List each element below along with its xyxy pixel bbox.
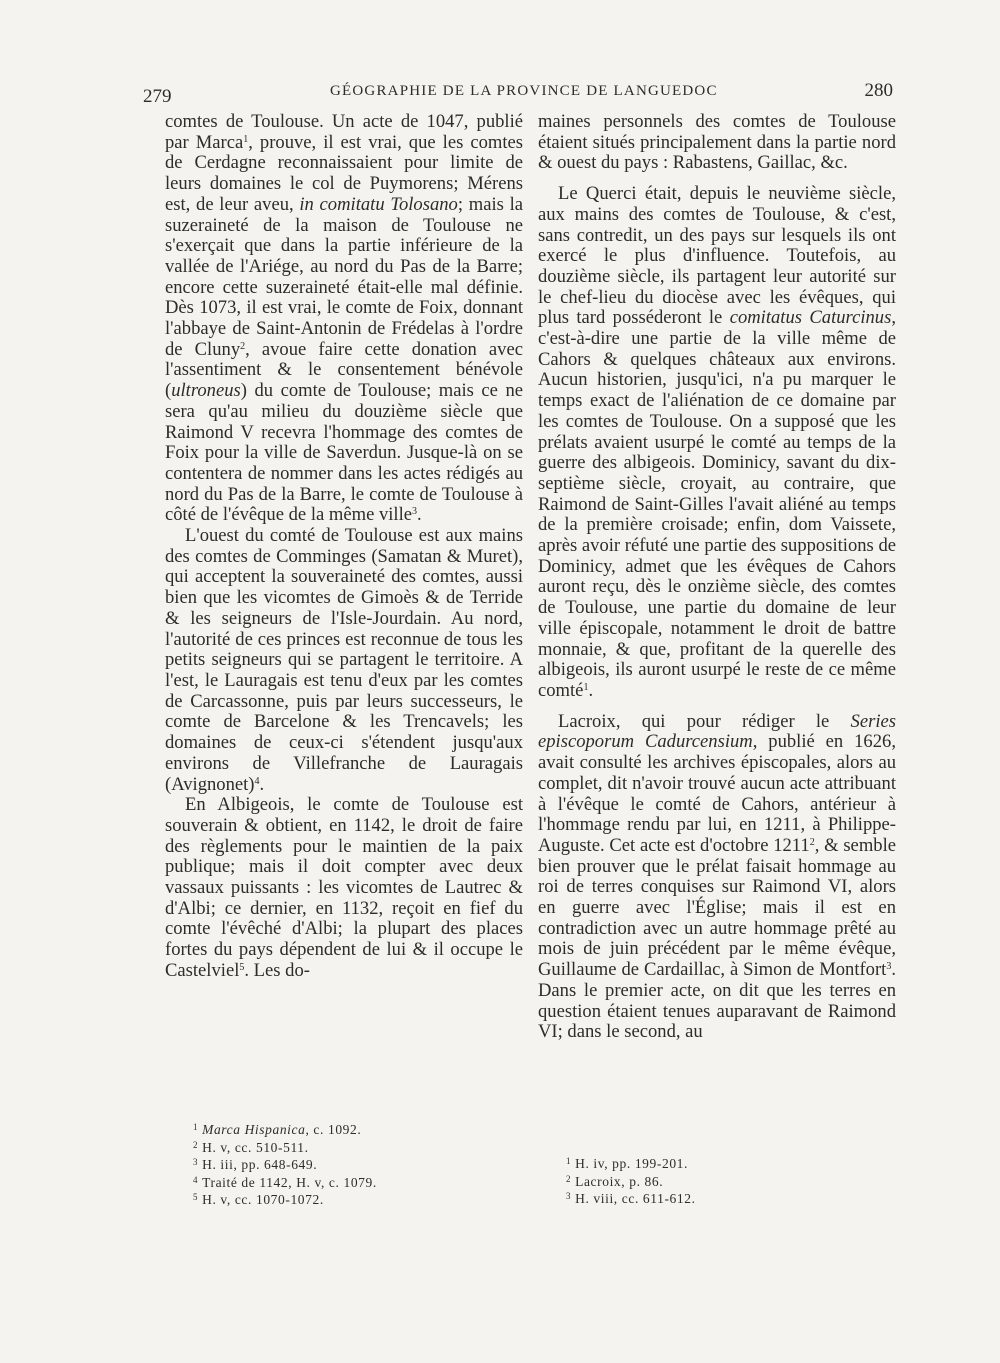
footnote-number: 3 — [566, 1191, 572, 1201]
footnote — [566, 1189, 866, 1207]
footnote-number: 3 — [193, 1157, 199, 1167]
footnote — [193, 1190, 493, 1208]
footnotes-left — [193, 1120, 493, 1208]
running-title: GÉOGRAPHIE DE LA PROVINCE DE LANGUEDOC — [330, 83, 718, 99]
footnote-text: H. v, cc. 510-511. — [202, 1139, 309, 1155]
footnote-number: 2 — [193, 1139, 199, 1150]
footnote — [193, 1173, 493, 1191]
footnote-number: 4 — [193, 1174, 199, 1185]
footnote — [566, 1172, 866, 1190]
footnote-text: Traité de 1142, H. v, c. 1079. — [202, 1174, 377, 1190]
paragraph: comtes de Toulouse. Un acte de 1047, publié par Marca$^1$, prouve, il est vrai, que les comtes de Cerdagne reconnaissaient pour limite de leurs domaines le col de Puymorens; Mérens est, de leur aveu, in comitatu Tolosano; mais la suzeraineté de la maison de Toulouse ne s'exerçait que dans la partie inférieure de la vallée de l'Ariége, au nord du Pas de la Barre; encore cette suzeraineté était-elle mal définie. Dès 1073, il est vrai, le comte de Foix, donnant l'abbaye de Saint-Antonin de Frédelas à l'ordre de Cluny$^2$, avoue faire cette donation avec l'assentiment & le consentement bénévole (ultroneus) du comte de Toulouse; mais ce ne sera qu'au milieu du douzième siècle que Raimond V recevra l'hommage des comtes de Foix pour la ville de Saverdun. Jusque-là on se contentera de nommer dans les actes rédigés au nord du Pas de la Barre, le comte de Toulouse à côté de l'évêque de la même ville$^3$. — [165, 111, 523, 526]
footnote-number: 1 — [566, 1156, 572, 1166]
paragraph: En Albigeois, le comte de Toulouse est souverain & obtient, en 1142, le droit de faire des règlements pour le maintien de la paix publique; mais il doit compter avec deux vassaux puissants : les vicomtes de Lautrec & d'Albi; ce dernier, en 1132, reçoit en fief du comte l'évêché d'Albi; la plupart des places fortes du pays dépendent de lui & il occupe le Castelviel$^5$. Les do- — [165, 794, 523, 981]
footnote-number: 1 — [193, 1122, 199, 1132]
footnote-number: 5 — [193, 1192, 199, 1202]
footnote-number: 2 — [566, 1173, 572, 1184]
footnote-text: Marca Hispanica, c. 1092. — [202, 1122, 362, 1137]
footnote — [193, 1138, 493, 1156]
page-number-left: 279 — [143, 86, 172, 107]
page-number-right: 280 — [864, 80, 893, 101]
paragraph: L'ouest du comté de Toulouse est aux mains des comtes de Comminges (Samatan & Muret), qui acceptent la souveraineté des comtes, aussi bien que les vicomtes de Gimoès & de Terride & les seigneurs de l'Isle-Jourdain. Au nord, l'autorité de ces princes est reconnue de tous les petits seigneurs qui se partagent le territoire. A l'est, le Lauragais est tenu d'eux par les comtes de Carcassonne, puis par leurs successeurs, le comte de Barcelone & les Trencavels; les domaines de ceux-ci s'étendent jusqu'aux environs de Villefranche de Lauragais (Avignonet)$^4$. — [165, 525, 523, 795]
footnote-text: Lacroix, p. 86. — [575, 1173, 664, 1189]
paragraph: Le Querci était, depuis le neuvième siècle, aux mains des comtes de Toulouse, & c'est, sans contredit, un des pays sur lesquels ils ont exercé le plus d'influence. Toutefois, au douzième siècle, ils partagent leur autorité sur le chef-lieu du diocèse avec les évêques, qui plus tard posséderont le comitatus Caturcinus, c'est-à-dire une partie de la ville même de Cahors & quelques châteaux aux environs. Aucun historien, jusqu'ici, n'a pu marquer le temps exact de l'aliénation de ce domaine par les comtes de Toulouse. On a supposé que les prélats avaient usurpé le comté au temps de la guerre des albigeois. Dominicy, savant du dix-septième siècle, croyait, au contraire, que Raimond de Saint-Gilles l'avait aliéné au temps de la première croisade; enfin, dom Vaissete, après avoir réfuté une partie des suppositions de Dominicy, admet que les évêques de Cahors auront reçu, dès le onzième siècle, des comtes de Toulouse, une partie du domaine de leur ville épiscopale, notamment le droit de battre monnaie, & que, profitant de la querelle des albigeois, ils auront usurpé le reste de ce même comté$^1$. — [538, 183, 896, 701]
footnote-text: H. iii, pp. 648-649. — [202, 1157, 318, 1172]
footnotes-right — [566, 1154, 866, 1207]
footnote — [193, 1155, 493, 1173]
right-column — [538, 112, 896, 1043]
footnote-text: H. iv, pp. 199-201. — [575, 1156, 689, 1171]
paragraph: Lacroix, qui pour rédiger le Series episcoporum Cadurcensium, publié en 1626, avait consulté les archives épiscopales, alors au complet, dit n'avoir trouvé aucun acte attribuant à l'évêque le comté de Cahors, antérieur à l'hommage rendu par lui, en 1211, à Philippe-Auguste. Cet acte est d'octobre 1211$^2$, & semble bien prouver que le prélat faisait hommage au roi de terres conquises sur Raimond VI, alors en guerre avec l'Église; mais il est en contradiction avec un autre hommage prêté au mois de juin précédent par le même évêque, Guillaume de Cardaillac, à Simon de Montfort$^3$. Dans le premier acte, on dit que les terres en question étaient tenues auparavant de Raimond VI; dans le second, au — [538, 710, 896, 1043]
footnote-text: H. v, cc. 1070-1072. — [202, 1192, 324, 1207]
footnote — [566, 1154, 866, 1172]
left-column — [165, 112, 523, 982]
running-head — [143, 80, 893, 110]
footnote-text: H. viii, cc. 611-612. — [575, 1191, 696, 1206]
paragraph: maines personnels des comtes de Toulouse étaient situés principalement dans la partie nord & ouest du pays : Rabastens, Gaillac, &c. — [538, 111, 896, 174]
footnote — [193, 1120, 493, 1138]
